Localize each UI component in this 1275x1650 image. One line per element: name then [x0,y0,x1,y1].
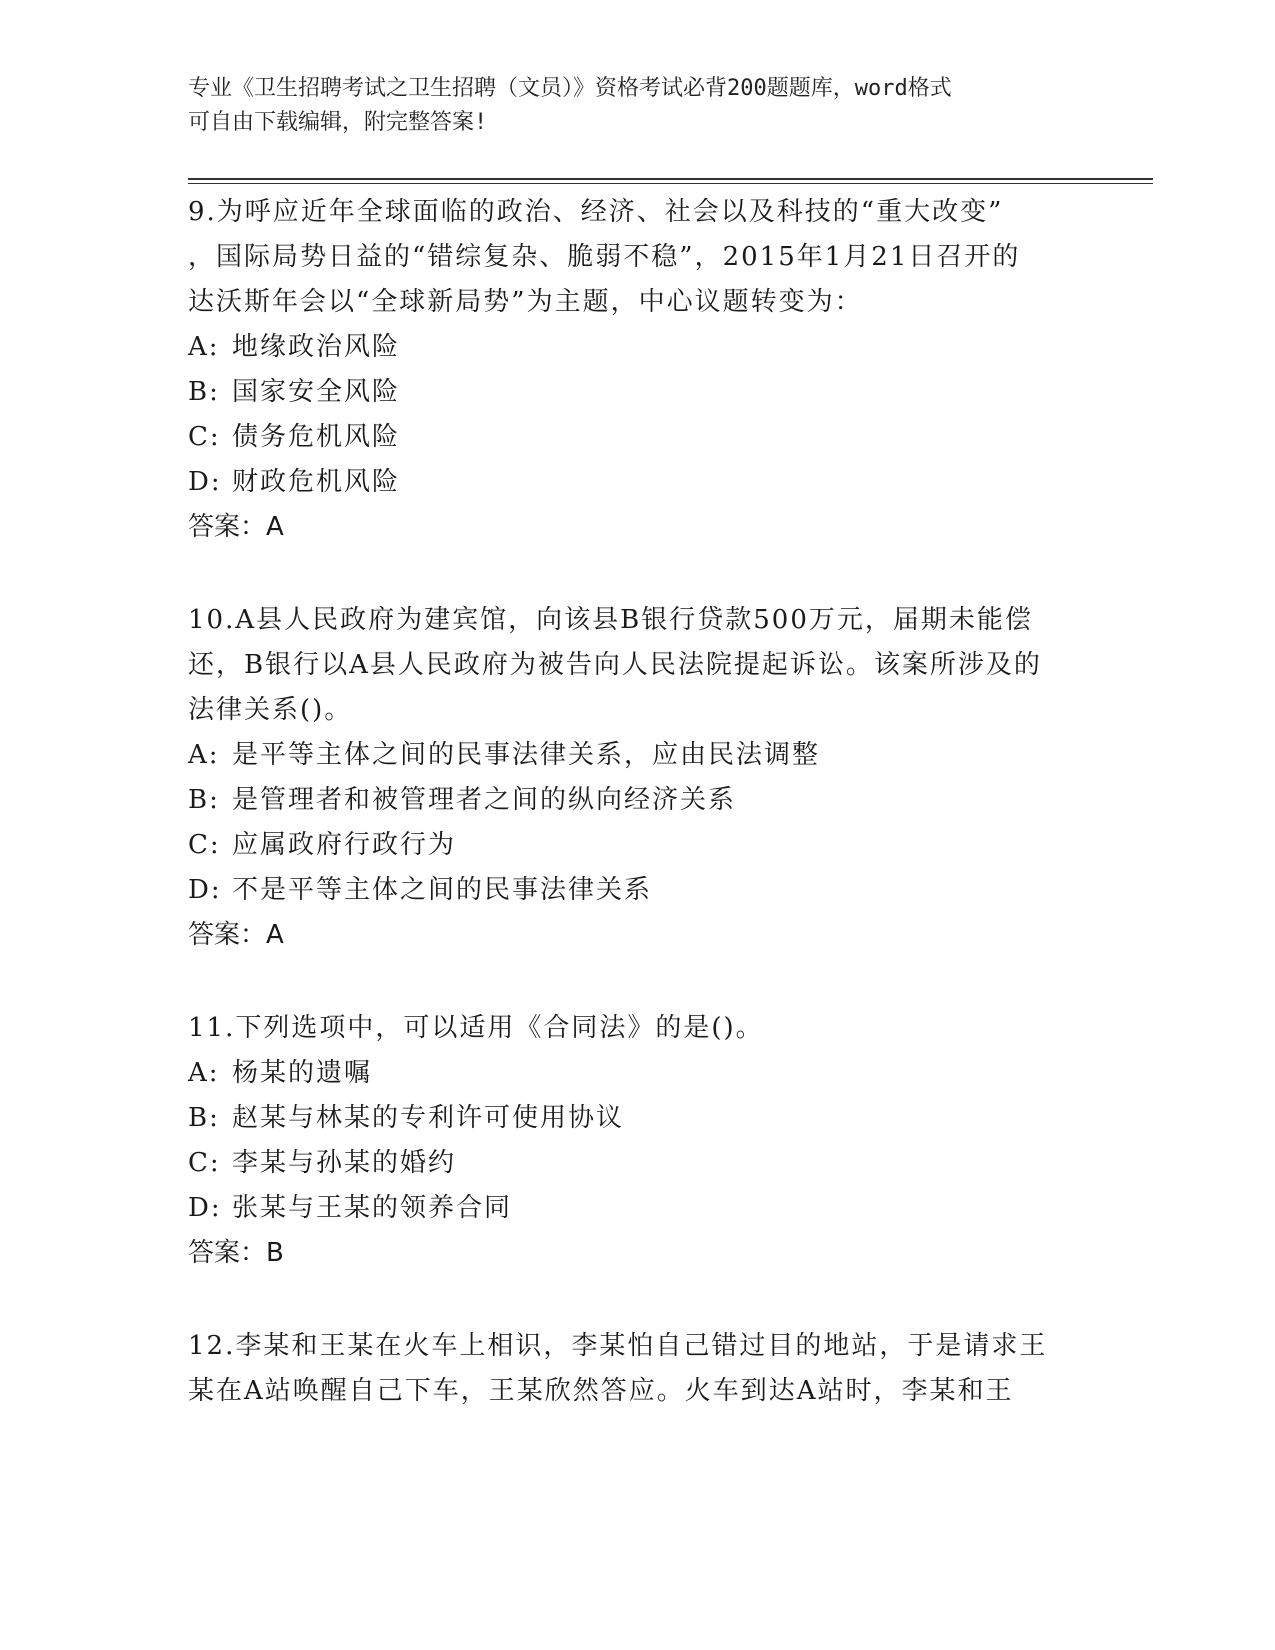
option-key: B: [188,377,220,407]
option-a [188,1051,1088,1096]
question-list [188,190,1088,1462]
stem-line: 12.李某和王某在火车上相识，李某怕自己错过目的地站，于是请求王 [188,1331,1048,1361]
option-text: 应属政府行政行为 [232,830,457,860]
stem-line: 9.为呼应近年全球面临的政治、经济、社会以及科技的“重大改变” [188,197,1004,227]
option-text: 国家安全风险 [232,377,401,407]
option-key: A: [188,740,220,770]
stem-line: 还，B银行以A县人民政府为被告向人民法院提起诉讼。该案所涉及的 [188,650,1042,680]
option-text: 财政危机风险 [232,467,401,497]
option-text: 不是平等主体之间的民事法律关系 [232,875,653,905]
header-title-line-1: 专业《卫生招聘考试之卫生招聘（文员）》资格考试必背200题题库，word格式 [188,76,952,101]
option-text: 债务危机风险 [232,422,401,452]
question-stem [188,190,1088,325]
question-10 [188,598,1088,958]
question-stem [188,1324,1088,1414]
option-key: A: [188,332,220,362]
question-11 [188,1006,1088,1276]
option-c [188,823,1088,868]
option-key: D: [188,875,222,905]
option-b [188,370,1088,415]
option-key: C: [188,1148,221,1178]
option-d [188,868,1088,913]
option-d [188,460,1088,505]
option-c [188,1141,1088,1186]
option-key: D: [188,1193,222,1223]
stem-line: 某在A站唤醒自己下车，王某欣然答应。火车到达A站时，李某和王 [188,1376,1014,1406]
answer-text: 答案：A [188,512,284,542]
question-stem [188,1006,1088,1051]
option-c [188,415,1088,460]
option-d [188,1186,1088,1231]
option-b [188,1096,1088,1141]
option-key: A: [188,1058,220,1088]
stem-line: ，国际局势日益的“错综复杂、脆弱不稳”，2015年1月21日召开的 [188,242,1021,272]
stem-line: 法律关系()。 [188,695,353,725]
option-text: 地缘政治风险 [232,332,401,362]
option-text: 李某与孙某的婚约 [232,1148,457,1178]
option-key: C: [188,422,221,452]
header-divider-thin [188,183,1153,184]
option-text: 张某与王某的领养合同 [232,1193,513,1223]
option-text: 杨某的遗嘱 [232,1058,373,1088]
header-title-line-2: 可自由下载编辑，附完整答案! [188,110,488,135]
answer-text: 答案：B [188,1238,284,1268]
option-a [188,325,1088,370]
option-key: B: [188,785,220,815]
question-stem [188,598,1088,733]
question-9 [188,190,1088,550]
option-text: 赵某与林某的专利许可使用协议 [232,1103,625,1133]
answer-text: 答案：A [188,920,284,950]
stem-line: 达沃斯年会以“全球新局势”为主题，中心议题转变为： [188,287,863,317]
option-a [188,733,1088,778]
option-text: 是平等主体之间的民事法律关系，应由民法调整 [232,740,821,770]
option-key: D: [188,467,222,497]
stem-line: 11.下列选项中，可以适用《合同法》的是()。 [188,1013,764,1043]
document-header [188,72,1068,140]
option-text: 是管理者和被管理者之间的纵向经济关系 [232,785,737,815]
stem-line: 10.A县人民政府为建宾馆，向该县B银行贷款500万元，届期未能偿 [188,605,1033,635]
option-b [188,778,1088,823]
header-divider [188,178,1153,180]
option-key: C: [188,830,221,860]
option-key: B: [188,1103,220,1133]
question-12 [188,1324,1088,1414]
